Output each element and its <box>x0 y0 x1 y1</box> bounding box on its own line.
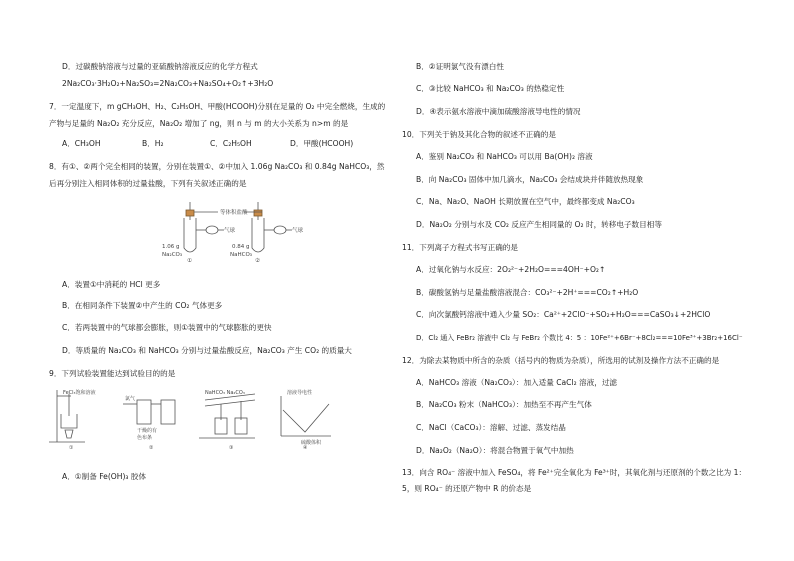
q11-option-d: D．Cl₂ 通入 FeBr₂ 溶液中 Cl₂ 与 FeBr₂ 个数比 4：5 ：10Fe²⁺+6Br⁻+8Cl₂===10Fe³⁺+3Br₂+16Cl⁻ <box>416 334 743 342</box>
q12-stem: 12．为除去某物质中所含的杂质（括号内的物质为杂质），所选用的试剂及操作方法不正确的是 <box>402 356 720 365</box>
q8-right-mass: 0.84 g <box>232 244 250 250</box>
q9-apparatus-figure <box>45 386 337 450</box>
q12-option-d: D．Na₂O₂（Na₂O）：将混合物置于氧气中加热 <box>416 446 574 455</box>
q6-equation: 2Na₂CO₃·3H₂O₂+Na₂SO₃=2Na₂CO₃+Na₂SO₄+O₂↑+3H₂O <box>62 79 274 88</box>
q13-stem-line2: 5，则 RO₄⁻ 的还原产物中 R 的价态是 <box>402 484 532 493</box>
q8-right-formula: NaHCO₃ <box>230 252 252 258</box>
q12-option-a: A．NaHCO₃ 溶液（Na₂CO₃）：加入适量 CaCl₂ 溶液，过滤 <box>416 378 618 387</box>
q8-option-b: B．在相同条件下装置②中产生的 CO₂ 气体更多 <box>62 301 223 310</box>
q7-stem-line1: 7．一定温度下，m gCH₃OH、H₂、C₂H₅OH、甲酸(HCOOH)分别在足量的 O₂ 中完全燃烧，生成的 <box>49 102 386 111</box>
q10-option-c: C．Na、Na₂O、NaOH 长期放置在空气中，最终都变成 Na₂CO₃ <box>416 197 635 206</box>
q8-option-d: D．等质量的 Na₂CO₃ 和 NaHCO₃ 分别与过量盐酸反应，Na₂CO₃ 产生 CO₂ 的质量大 <box>62 346 352 355</box>
q9-panel-number-1: ① <box>69 445 74 450</box>
q11-option-b: B．碳酸氢钠与足量盐酸溶液混合：CO₃²⁻+2H⁺===CO₂↑+H₂O <box>416 288 639 297</box>
q9-option-a: A．①制备 Fe(OH)₃ 胶体 <box>62 472 147 481</box>
q8-left-mass: 1.06 g <box>162 244 180 250</box>
q10-option-b: B．向 Na₂CO₃ 固体中加几滴水，Na₂CO₃ 会结成块并伴随放热现象 <box>416 175 644 184</box>
q9-panel4-title: 溶液导电性 <box>287 390 313 396</box>
q9-stem: 9．下列试验装置能达到试验目的的是 <box>49 369 176 378</box>
q9-panel3-label: NaHCO₃ Na₂CO₃ <box>205 390 245 396</box>
q8-left-formula: Na₂CO₃ <box>162 252 183 258</box>
q7-option-b: B．H₂ <box>142 139 164 148</box>
q11-stem: 11．下列离子方程式书写正确的是 <box>402 243 518 252</box>
q8-stem-line1: 8．有①、②两个完全相同的装置，分别在装置①、②中加入 1.06g Na₂CO₃ 和 0.84g NaHCO₃，然 <box>49 162 385 171</box>
q12-option-c: C．NaCl（CaCO₃）：溶解、过滤、蒸发结晶 <box>416 423 566 432</box>
q8-left-number: ① <box>187 258 192 264</box>
q8-balloon-label-2: 气球 <box>292 228 304 234</box>
q11-option-c: C．向次氯酸钙溶液中通入少量 SO₂：Ca²⁺+2ClO⁻+SO₂+H₂O===CaSO₃↓+2HClO <box>416 310 711 319</box>
q9-panel2-gas: 氯气 <box>125 396 136 402</box>
q7-stem-line2: 产物与足量的 Na₂O₂ 充分反应，Na₂O₂ 增加了 ng，则 n 与 m 的大小关系为 n>m 的是 <box>49 119 349 128</box>
q7-option-d: D．甲酸(HCOOH) <box>290 139 354 148</box>
q8-stem-line2: 后再分别注入相同体积的过量盐酸，下列有关叙述正确的是 <box>49 179 247 188</box>
q8-option-c: C．若两装置中的气球都会膨胀，则①装置中的气球膨胀的更快 <box>62 323 272 332</box>
q8-option-a: A．装置①中消耗的 HCl 更多 <box>62 280 161 289</box>
q10-stem: 10．下列关于钠及其化合物的叙述不正确的是 <box>402 130 556 139</box>
q9-option-d: D．④表示氨水溶液中滴加硫酸溶液导电性的情况 <box>416 107 581 116</box>
q8-right-number: ② <box>255 258 260 264</box>
q8-balloon-label-1: 气球 <box>224 228 236 234</box>
q7-option-a: A．CH₃OH <box>62 139 101 148</box>
q9-panel2-cloth-1: 干燥的有 <box>137 428 158 434</box>
q6-option-d: D．过碳酸钠溶液与过量的亚硫酸钠溶液反应的化学方程式 <box>62 62 258 71</box>
q12-option-b: B．Na₂CO₃ 粉末（NaHCO₃）：加热至不再产生气体 <box>416 400 592 409</box>
q7-option-c: C．C₂H₅OH <box>210 139 252 148</box>
q13-stem-line1: 13．向含 RO₄⁻ 溶液中加入 FeSO₄，将 Fe²⁺完全氧化为 Fe³⁺时，其氧化剂与还原剂的个数之比为 1： <box>402 468 747 477</box>
q8-hcl-label: 等体积盐酸 <box>220 210 248 216</box>
q9-panel2-cloth-2: 色布条 <box>137 435 153 441</box>
q10-option-a: A．鉴别 Na₂CO₃ 和 NaHCO₃ 可以用 Ba(OH)₂ 溶液 <box>416 152 593 161</box>
q9-option-b: B．②证明氯气没有漂白性 <box>416 62 504 71</box>
q9-panel-number-2: ② <box>149 445 154 450</box>
q9-panel1-label: FeCl₃饱和溶液 <box>63 390 96 396</box>
q9-panel-number-3: ③ <box>229 445 234 450</box>
q9-panel-number-4: ④ <box>303 445 308 450</box>
q10-option-d: D．Na₂O₂ 分别与水及 CO₂ 反应产生相同量的 O₂ 时，转移电子数目相等 <box>416 220 662 229</box>
q9-option-c: C．③比较 NaHCO₃ 和 Na₂CO₃ 的热稳定性 <box>416 84 565 93</box>
q8-apparatus-figure <box>162 196 332 264</box>
q9-panel4-xlabel: 硫酸体积 <box>301 440 322 446</box>
q11-option-a: A．过氧化钠与水反应：2O₂²⁻+2H₂O===4OH⁻+O₂↑ <box>416 265 606 274</box>
